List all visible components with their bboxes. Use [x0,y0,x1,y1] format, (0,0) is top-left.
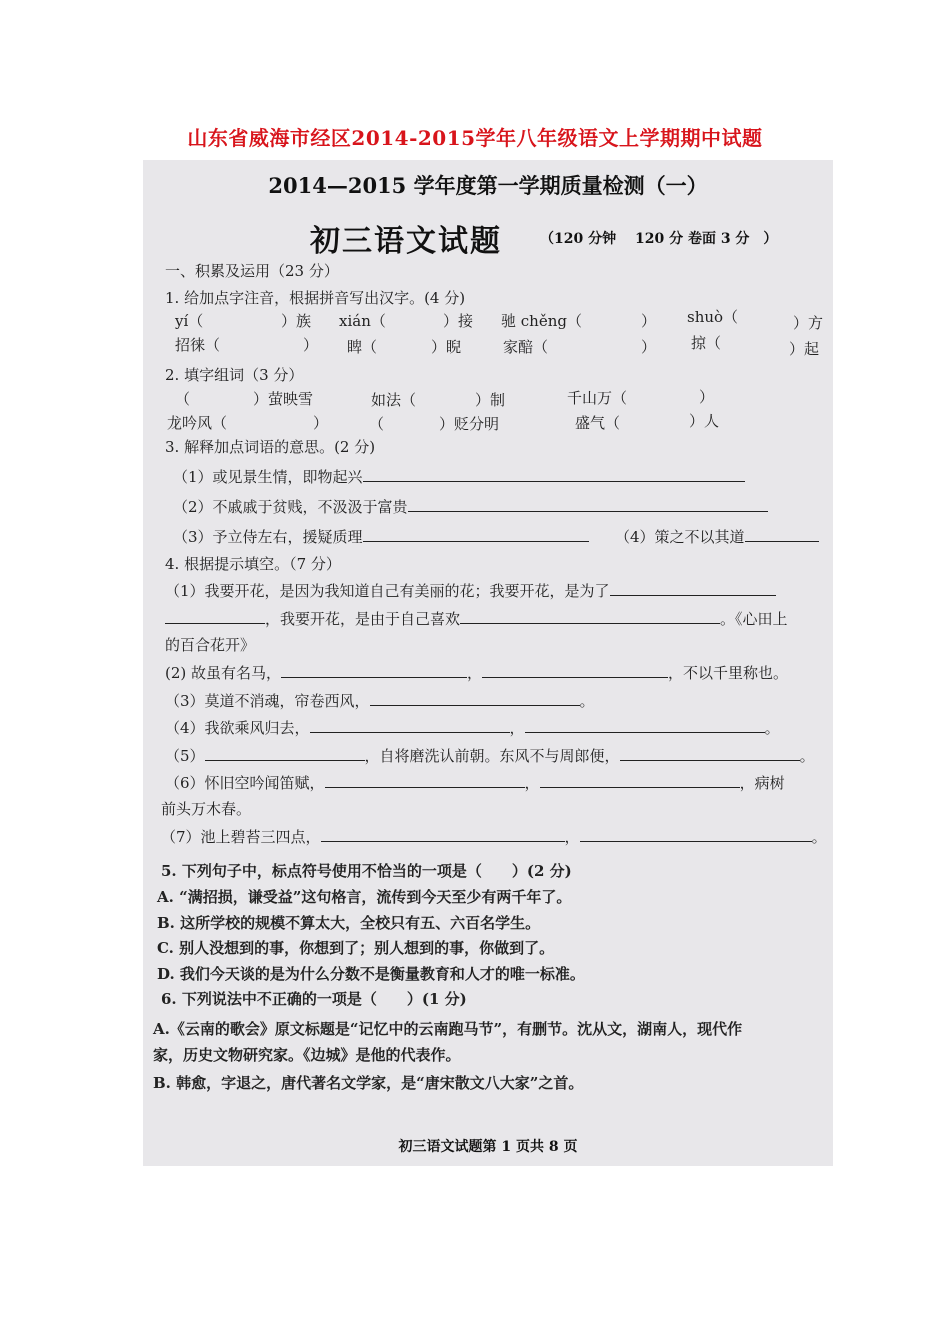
q4-item: （4）我欲乘风归去， ， 。 [165,719,780,737]
q4-item: ，我要开花，是由于自己喜欢 。《心田上 [165,608,788,629]
q1-word: 掠（ [691,334,722,352]
q1-blank-text: ）接 [443,312,474,330]
q1-blank-text: ） [641,338,657,356]
q1-blank-text: ）方 [793,314,824,332]
q4-item: （5） ，自将磨洗认前朝。东风不与周郎便， 。 [165,747,815,765]
q5-option-b: B. 这所学校的规模不算太大，全校只有五、六百名学生。 [157,914,541,932]
q6-option-a: A.《云南的歌会》原文标题是“记忆中的云南跑马节”，有删节。沈从文，湖南人，现代作 [153,1020,743,1038]
q4-item: 的百合花开》 [165,636,256,654]
q4-item: （1）我要开花，是因为我知道自己有美丽的花；我要开花，是为了 [165,580,776,601]
q3-item: （1）或见景生情，即物起兴 [173,466,745,487]
question-3-title: 3. 解释加点词语的意思。(2 分) [165,438,376,456]
q4-item: （7）池上碧苔三四点， ， 。 [161,828,827,846]
q1-word: 招徕（ [175,336,221,354]
q1-pinyin: yí（ [175,312,204,330]
q1-blank-text: ）起 [789,340,820,358]
q4-item: 前头万木春。 [161,800,252,818]
q5-option-c: C. 别人没想到的事，你想到了；别人想到的事，你做到了。 [157,939,555,957]
question-5-title: 5. 下列句子中，标点符号使用不恰当的一项是（ ）(2 分) [161,862,572,880]
q3-item: （4）策之不以其道 [615,526,819,547]
q2-text: ） [313,414,329,432]
q2-text: ）制 [475,391,506,409]
question-6-title: 6. 下列说法中不正确的一项是（ ）(1 分) [161,990,467,1008]
q4-item: （6）怀旧空吟闻笛赋， ， ，病树 [165,774,785,792]
q2-text: ） [699,388,715,406]
q2-text: （ [175,390,191,408]
page-footer: 初三语文试题第 1 页共 8 页 [398,1139,578,1155]
exam-header: 2014—2015 学年度第一学期质量检测（一） [268,173,708,198]
q2-text: 龙吟风（ [167,414,228,432]
q2-text: 盛气（ [575,414,621,432]
q1-pinyin: xián（ [339,312,386,330]
q1-blank-text: ） [303,336,319,354]
exam-note: （120 分钟 120 分 卷面 3 分 ） [540,231,778,247]
q1-pinyin: 驰 chěng（ [501,312,582,330]
question-2-title: 2. 填字组词（3 分） [165,366,304,384]
q5-option-d: D. 我们今天谈的是为什么分数不是衡量教育和人才的唯一标准。 [157,965,585,983]
q4-item: （3）莫道不消魂，帘卷西风， 。 [165,692,595,710]
q6-option-b: B. 韩愈，字退之，唐代著名文学家，是“唐宋散文八大家”之首。 [153,1074,584,1092]
question-1-title: 1. 给加点字注音，根据拼音写出汉字。(4 分) [165,289,466,307]
q2-text: ）人 [689,412,720,430]
q1-word: 家醅（ [503,338,549,356]
section-heading: 一、积累及运用（23 分） [165,262,339,280]
q5-option-a: A. “满招损，谦受益”这句格言，流传到今天至少有两千年了。 [157,888,572,906]
q1-blank-text: ）族 [281,312,312,330]
q1-blank-text: ）睨 [431,338,462,356]
q1-word: 睥（ [347,338,378,356]
document-title: 山东省威海市经区2014-2015学年八年级语文上学期期中试题 [187,126,763,150]
q3-item: （2）不戚戚于贫贱，不汲汲于富贵 [173,496,768,517]
q1-blank-text: ） [641,312,657,330]
q4-item: (2) 故虽有名马， ， ，不以千里称也。 [165,664,789,682]
q2-text: 千山万（ [567,389,628,407]
q2-text: ）贬分明 [439,415,500,433]
q6-option-a-cont: 家，历史文物研究家。《边城》是他的代表作。 [153,1046,461,1064]
q2-text: ）萤映雪 [253,390,314,408]
q3-item: （3）予立侍左右，援疑质理 [173,526,589,547]
q1-pinyin: shuò（ [687,308,739,326]
question-4-title: 4. 根据提示填空。（7 分） [165,555,341,573]
exam-title: 初三语文试题 [310,224,502,259]
scanned-exam-page [143,160,833,1166]
q2-text: 如法（ [371,391,417,409]
q2-text: （ [369,415,385,433]
